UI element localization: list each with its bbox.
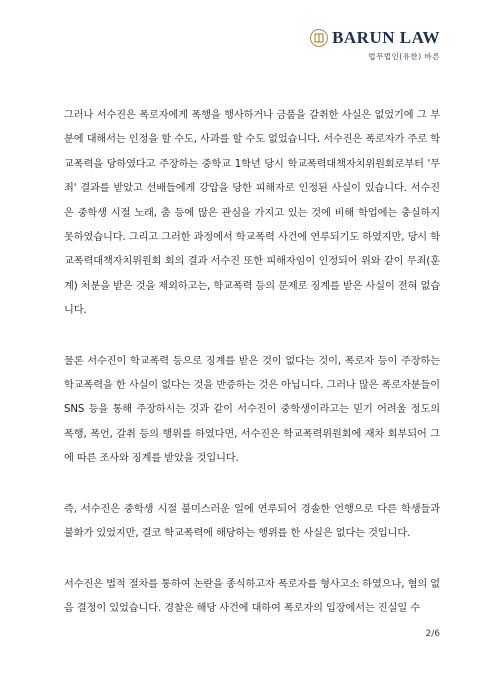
paragraph-1: 그러나 서수진은 폭로자에게 폭행을 행사하거나 금품을 갈취한 사실은 없었기에 그 부분에 대해서는 인정을 할 수도, 사과를 할 수도 없었습니다. 서수진은 폭로자가 주로 학교폭력을 당하였다고 주장하는 중학교 1학년 당시 학교폭력대책자치위원회로부터 '무죄' 결과를 받았고 선배들에게 강압을 당한 피해자로 인정된 사실이 있습니다. 서수진은 중학생 시절 노래, 춤 등에 많은 관심을 가지고 있는 것에 비해 학업에는 충실하지 못하였습니다. 그리고 그러한 과정에서 학교폭력 사건에 연루되기도 하였지만, 당시 학교폭력대책자치위원회 회의 결과 서수진 또한 피해자임이 인정되어 위와 같이 무죄(훈계) 처분을 받은 것을 제외하고는, 학교폭력 등의 문제로 징계를 받은 사실이 전혀 없습니다. [64,110,440,317]
firm-header [310,28,440,62]
logo-text: BARUN LAW [332,28,440,47]
logo-subtitle: 법무법인(유한) 바른 [368,52,440,61]
document-body [64,104,440,621]
paragraph-2: 물론 서수진이 학교폭력 등으로 징계를 받은 것이 없다는 것이, 폭로자 등이 주장하는 학교폭력을 한 사실이 없다는 것을 반증하는 것은 아닙니다. 그러나 많은 폭로자분들이 SNS 등을 통해 주장하시는 것과 같이 서수진이 중학생이라고는 믿기 어려울 정도의 폭행, 폭언, 갈취 등의 행위를 하였다면, 서수진은 학교폭력위원회에 재차 회부되어 그에 따른 조사와 징계를 받았을 것입니다. [64,355,440,465]
paragraph-3: 즉, 서수진은 중학생 시절 불미스러운 일에 연루되어 경솔한 언행으로 다른 학생들과 불화가 있었지만, 결코 학교폭력에 해당하는 행위를 한 사실은 없다는 것입니다. [64,503,440,540]
logo [310,28,440,48]
page-number: 2/6 [425,629,440,639]
paragraph-4: 서수진은 법적 절차를 통하여 논란을 종식하고자 폭로자를 형사고소 하였으나, 혐의 없음 결정이 있었습니다. 경찰은 해당 사건에 대하여 폭로자의 입장에서는 진실일 수 [64,578,440,614]
barun-logo-icon [310,29,328,47]
